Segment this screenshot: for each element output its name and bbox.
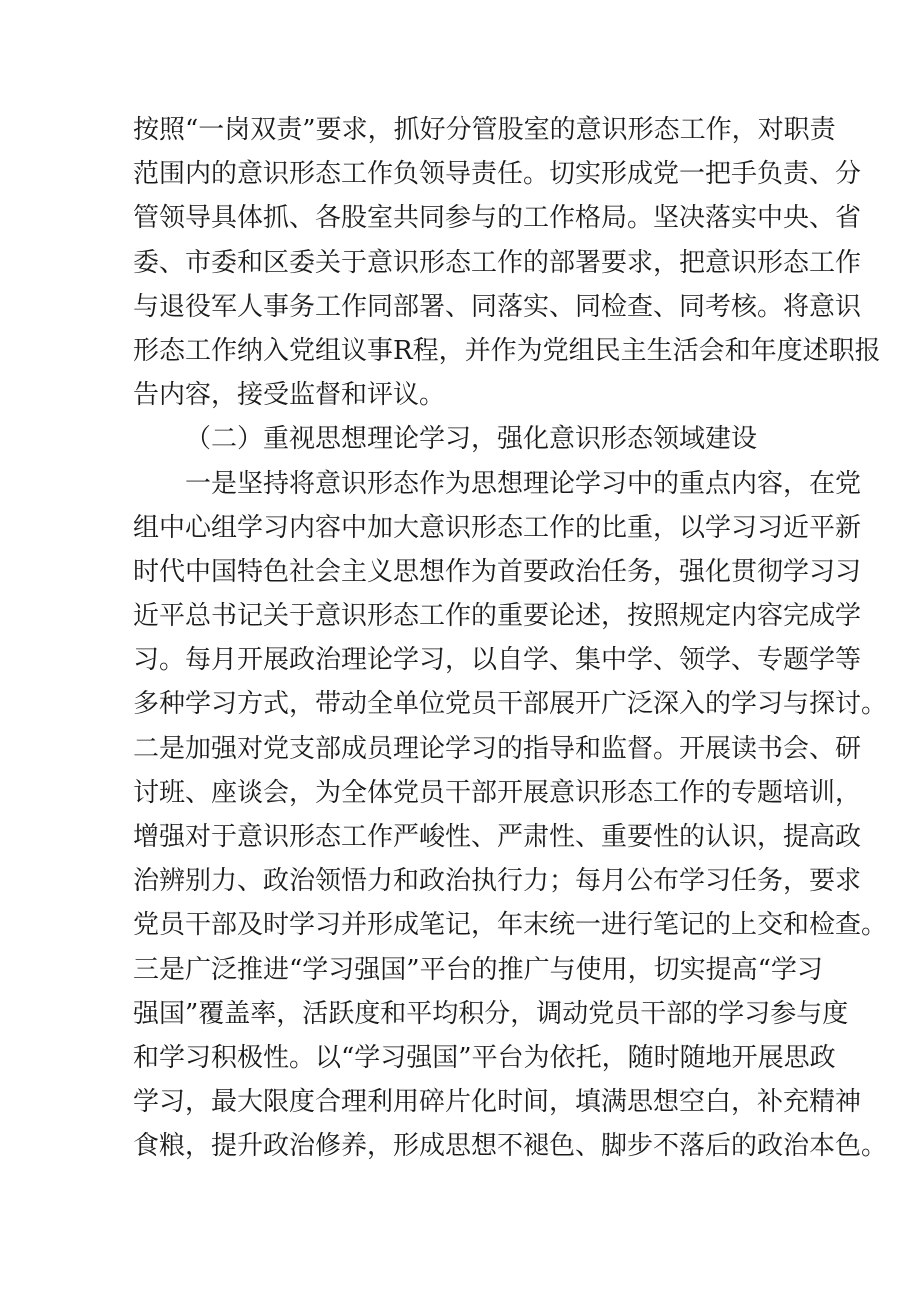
text-line: 委、市委和区委关于意识形态工作的部署要求，把意识形态工作 [133, 247, 862, 278]
text-line: 告内容，接受监督和评议。 [133, 380, 446, 411]
text-line: 强国”覆盖率，活跃度和平均积分，调动党员干部的学习参与度 [133, 998, 849, 1029]
text-line: 一是坚持将意识形态作为思想理论学习中的重点内容，在党 [185, 468, 862, 499]
text-line: 多种学习方式，带动全单位党员干部展开广泛深入的学习与探讨。 [133, 689, 888, 720]
text-line: 时代中国特色社会主义思想作为首要政治任务，强化贯彻学习习 [133, 556, 862, 587]
text-line: 组中心组学习内容中加大意识形态工作的比重，以学习习近平新 [133, 512, 862, 543]
text-line: 二是加强对党支部成员理论学习的指导和监督。开展读书会、研 [133, 733, 862, 764]
text-line: 增强对于意识形态工作严峻性、严肃性、重要性的认识，提高政 [133, 822, 862, 852]
text-line: 讨班、座谈会，为全体党员干部开展意识形态工作的专题培训， [133, 777, 862, 808]
text-line: 治辨别力、政治领悟力和政治执行力；每月公布学习任务，要求 [133, 866, 862, 897]
text-line: （二）重视思想理论学习，强化意识形态领域建设 [185, 424, 758, 455]
text-line: 与退役军人事务工作同部署、同落实、同检查、同考核。将意识 [133, 291, 862, 322]
text-line: 学习，最大限度合理利用碎片化时间，填满思想空白，补充精神 [133, 1087, 862, 1118]
text-line: 近平总书记关于意识形态工作的重要论述，按照规定内容完成学 [133, 601, 862, 632]
text-line: 管领导具体抓、各股室共同参与的工作格局。坚决落实中央、省 [133, 203, 862, 234]
text-line: 和学习积极性。以“学习强国”平台为依托，随时随地开展思政 [133, 1042, 836, 1073]
text-line: 形态工作纳入党组议事R程，并作为党组民主生活会和年度述职报 [133, 335, 881, 366]
document-body [133, 108, 888, 1169]
text-line: 党员干部及时学习并形成笔记，年末统一进行笔记的上交和检查。 [133, 910, 888, 941]
text-line: 食粮，提升政治修养，形成思想不褪色、脚步不落后的政治本色。 [133, 1131, 888, 1162]
text-line: 按照“一岗双责”要求，抓好分管股室的意识形态工作，对职责 [133, 115, 836, 145]
text-line: 习。每月开展政治理论学习，以自学、集中学、领学、专题学等 [133, 645, 862, 676]
text-line: 范围内的意识形态工作负领导责任。切实形成党一把手负责、分 [133, 159, 862, 190]
text-line: 三是广泛推进“学习强国”平台的推广与使用，切实提高“学习 [133, 954, 823, 985]
